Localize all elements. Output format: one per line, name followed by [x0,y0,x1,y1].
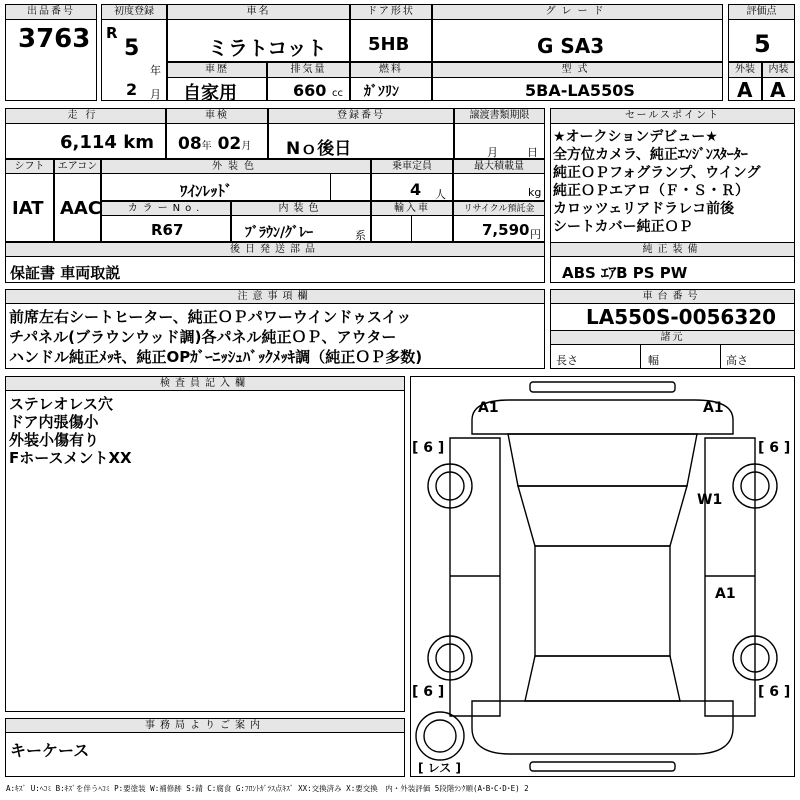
inspector-line: FホースメントXX [9,449,132,467]
roof [535,546,670,656]
office-value: キーケース [10,741,90,760]
aircon-label: エアコン [54,159,101,174]
inspector-line: 外装小傷有り [9,431,100,449]
inspector-line: ステレオレス穴 [9,395,113,413]
max-load-unit: kg [528,186,542,199]
legend: A:ｷｽﾞ U:ﾍｺﾐ B:ｷｽﾞを伴うﾍｺﾐ P:要塗装 W:補修跡 S:錆 C:腐食 G:ﾌﾛﾝﾄｶﾞﾗｽ点ｷｽﾞ XX:交換済み X:要交換 内・外装評価 5段階ﾗﾝｸ順(A･B･C･D･E) 2 [6,784,529,793]
sales-point-line: 純正ＯＰフォグランプ、ウイング [553,165,761,181]
front-bumper-bar [530,382,675,392]
later-items-label: 後日発送部品 [5,242,545,257]
interior-grade-value: A [770,78,786,102]
spare-tire [416,712,464,760]
car-diagram [410,376,795,777]
interior-color-value: ﾌﾞﾗｳﾝ/ｸﾞﾚｰ [245,225,314,241]
inspection-value [178,134,251,154]
tire-rear-right-tread: [ 6 ] [758,684,791,700]
transfer-label: 譲渡書類期限 [454,108,545,124]
inspection-year-unit: 年 [201,141,212,152]
exterior-grade-value: A [737,78,753,102]
specs-label: 諸元 [550,330,795,345]
chassis-value: LA550S-0056320 [586,305,777,329]
office-label: 事務局よりご案内 [5,718,405,733]
mileage-value [60,132,154,153]
spare-tire-label: [ レス ] [418,761,461,775]
recycle-value: 7,590 [482,221,530,239]
score-label: 評価点 [728,4,795,20]
sales-point-line: 純正ＯＰエアロ（Ｆ・Ｓ・Ｒ） [553,183,749,199]
model-label: 型式 [432,62,723,78]
inspection-label: 車検 [166,108,268,124]
first-reg-label: 初度登録 [101,4,167,20]
later-items-value: 保証書 車両取説 [10,264,121,282]
chassis-label: 車台番号 [550,289,795,304]
specs-divider-1 [640,345,641,369]
shift-value: IAT [12,198,44,219]
tire-rr-value: 6 [769,684,780,700]
sales-point-line: 全方位カメラ、純正ｴﾝｼﾞﾝｽﾀｰﾀｰ [553,147,748,163]
fuel-value: ｶﾞｿﾘﾝ [364,84,399,100]
inspection-year: 08 [178,134,202,154]
transfer-day-unit: 日 [527,146,538,159]
notes-list [9,307,422,367]
recycle-label: リサイクル預託金 [453,201,545,216]
color-value: ﾜｲﾝﾚｯﾄﾞ [180,182,233,200]
hood [508,434,697,486]
spare-value: レス [427,761,452,775]
color-no-value: R67 [151,221,184,239]
first-reg-month-unit: 月 [150,88,161,101]
sales-point-line: シートカバー純正ＯＰ [553,219,693,235]
capacity-unit: 人 [435,188,446,201]
rear-bumper-bar [530,762,675,771]
max-load-label: 最大積載量 [453,159,545,174]
reg-no-label: 登録番号 [268,108,454,124]
mileage-number: 6,114 [60,132,117,153]
capacity-value: 4 [410,180,422,199]
tire-rl-value: 6 [423,684,434,700]
interior-grade-label: 内装 [762,62,795,78]
inspection-month-unit: 月 [241,141,252,152]
color-divider [330,174,331,201]
damage-right-side: W1 [697,492,723,508]
windshield [518,486,687,546]
displacement-value [293,81,343,100]
color-no-label: カラーNo. [101,201,231,216]
displacement-label: 排気量 [267,62,350,78]
aircon-value: AAC [60,198,102,219]
interior-color-label: 内装色 [231,201,371,216]
inspector-line: ドア内張傷小 [9,413,99,431]
tire-front-left-tread: [ 6 ] [412,440,445,456]
model-value: 5BA-LA550S [525,81,635,100]
mileage-unit: km [123,132,154,153]
import-label: 輸入車 [371,201,453,216]
transfer-month-unit: 月 [487,146,498,159]
car-name-label: 車名 [167,4,350,20]
std-equipment-value: ABS ｴｱB PS PW [562,264,688,282]
door-label: ドア形状 [350,4,432,20]
notes-line: チパネル(ブラウンウッド調)各パネル純正ＯＰ、アウター [9,328,397,346]
rear-bumper [472,701,733,754]
exterior-grade-label: 外装 [728,62,762,78]
grade-value: G SA3 [537,34,605,58]
first-reg-year-unit: 年 [150,64,161,77]
tire-fl-value: 6 [423,440,434,456]
history-value: 自家用 [183,83,237,104]
first-reg-year: 5 [124,36,140,61]
shift-label: シフト [5,159,54,174]
grade-label: グレード [432,4,723,20]
sales-points-label: セールスポイント [550,108,795,124]
car-name: ミラトコット [208,36,327,60]
first-reg-month: 2 [126,80,138,99]
damage-rear-right: A1 [715,586,736,602]
inspector-label: 検査員記入欄 [5,376,405,391]
inspection-month: 02 [217,134,242,154]
notes-line: ハンドル純正ﾒｯｷ、純正OPｶﾞｰﾆｯｼｭﾊﾞｯｸﾒｯｷ調（純正ＯＰ多数) [9,348,423,366]
first-reg-era: R [106,24,118,42]
tire-front-right-tread: [ 6 ] [758,440,791,456]
door-type: 5HB [368,34,410,55]
mileage-label: 走行 [5,108,166,124]
specs-height: 高さ [726,354,748,367]
sales-points-list [553,128,760,236]
reg-no-value: Nｏ後日 [286,139,352,159]
left-side [450,438,500,716]
interior-color-unit: 系 [355,229,366,242]
damage-front-right: A1 [703,400,724,416]
specs-length: 長さ [556,354,578,367]
history-label: 車歴 [167,62,267,78]
inspector-list [9,395,132,467]
specs-width: 幅 [648,354,659,367]
displacement-number: 660 [293,81,327,100]
lot-label: 出品番号 [5,4,97,20]
notes-label: 注意事項欄 [5,289,545,304]
front-bumper [472,400,733,434]
sales-point-line: ★オークションデビュー★ [553,129,718,145]
specs-divider-2 [720,345,721,369]
tire-rear-left-tread: [ 6 ] [412,684,445,700]
import-divider [411,216,412,242]
std-equipment-label: 純正装備 [550,242,795,257]
damage-front-left: A1 [478,400,499,416]
fuel-label: 燃料 [350,62,432,78]
score-value: 5 [754,30,771,58]
rear-window [525,656,680,701]
right-side [705,438,755,716]
recycle-unit: 円 [530,228,541,241]
notes-line: 前席左右シートヒーター、純正ＯＰパワーウインドゥスイッ [9,308,412,326]
displacement-unit: cc [331,88,343,99]
color-label: 外装色 [101,159,371,174]
capacity-label: 乗車定員 [371,159,453,174]
lot-number: 3763 [18,24,91,54]
tire-fr-value: 6 [769,440,780,456]
sales-point-line: カロッツェリアドラレコ前後 [553,201,735,217]
